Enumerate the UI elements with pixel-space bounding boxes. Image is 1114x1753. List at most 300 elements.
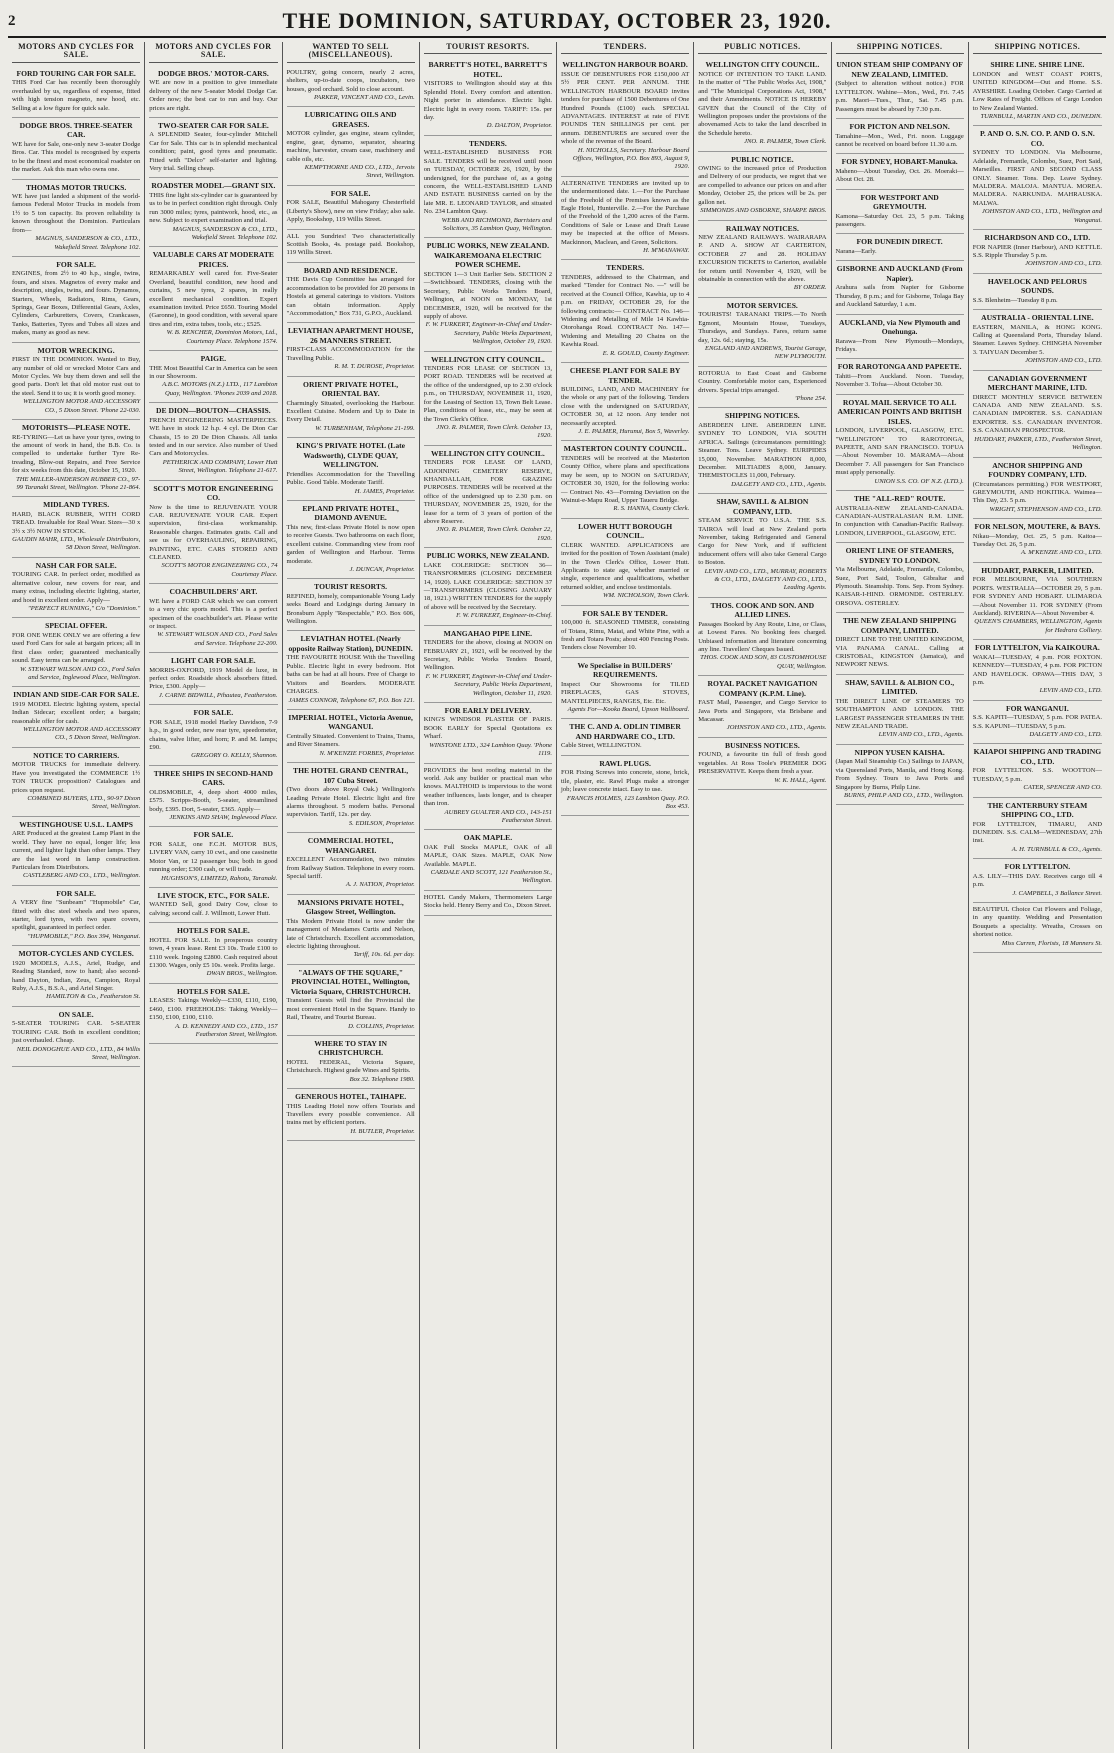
ad-body: FOR MELBOURNE, VIA SOUTHERN PORTS. WESTRALIA—OCTOBER 29, 5 p.m. FOR SYDNEY AND HOBART. ULIMAROA—About November 11. FOR SYDNEY (From Auckland). RIVERINA—About November 4. bbox=[972, 576, 1102, 617]
column-7 bbox=[832, 42, 969, 1749]
advertisement bbox=[973, 458, 1102, 520]
advertisement bbox=[973, 798, 1102, 860]
ad-signature: 'Phone 254. bbox=[795, 395, 827, 402]
advertisement bbox=[424, 548, 552, 625]
advertisement bbox=[287, 323, 415, 376]
ad-body: A.S. LILY—THIS DAY. Receives cargo till 4 p.m. bbox=[972, 872, 1102, 889]
ad-title: GISBORNE AND AUCKLAND (From Napier). bbox=[836, 264, 963, 283]
ad-body: FOR SALE, one F.C.H. MOTOR BUS, LIVERY VAN, carry 10 cwt., and one cassinette Motor Van, or 12 passenger bus; both in good running order; £300 cash, or will trade. bbox=[149, 840, 278, 874]
advertisement bbox=[973, 274, 1102, 310]
ad-body: S.S. Blenheim—Tuesday 8 p.m. bbox=[972, 296, 1058, 304]
ad-body: FOR NAPIER (Inner Harbour), AND KETTLE. S.S. Ripple Thursday 5 p.m. bbox=[972, 243, 1102, 259]
ad-body: DIRECT MONTHLY SERVICE BETWEEN CANADA AND NEW ZEALAND. S.S. CANADIAN IMPORTER. S.S. CANADIAN EXPORTER. S.S. CANADIAN INVENTOR. S.S. CANADIAN PROSPECTOR. bbox=[972, 393, 1102, 435]
ad-signature: HUGHSON'S, LIMITED, Rahotu, Taranaki. bbox=[161, 874, 278, 882]
advertisement bbox=[287, 631, 415, 709]
ad-body: EASTERN, MANILA, & HONG KONG. Calling at Queensland Ports, Thursday Island. Steamer. Leaves Sydney. CHINGHA November 3. TAIYUAN December 5. bbox=[972, 323, 1102, 356]
ad-body: THIS Ford Car has recently been thoroughly overhauled by us, regardless of expense, fitted with high tension magneto, new hood, etc. Selling at a low figure for quick sale. bbox=[12, 79, 141, 112]
advertisement bbox=[149, 705, 277, 766]
ad-title: AUCKLAND, via New Plymouth and Onehunga. bbox=[838, 317, 961, 337]
ad-body: Passages Booked by Any Route, Line, or Class, at Lowest Fares. No booking fees charged. Unbiased information and literature concerning any line. Travellers' Cheques Issued. bbox=[698, 620, 827, 654]
ad-signature: J. CARNE BIDWILL, Pihautea, Featherston. bbox=[158, 691, 278, 699]
ad-title: MANSIONS PRIVATE HOTEL, Glasgow Street, Wellington. bbox=[297, 897, 404, 917]
ad-body: WELL-ESTABLISHED BUSINESS FOR SALE. TENDERS will be received until noon on TUESDAY, OCTOBER 26, 1920, by the undersigned, for the purchase of, as a going concern, the WELL-ESTABLISHED LAND AND ESTATE BUSINESS carried on by the late MR. E. LEONARD TAYLOR, and situated No. 234 Lambton Quay. bbox=[423, 149, 552, 216]
ad-signature: JOHNSTON AND CO., LTD. bbox=[1025, 357, 1102, 365]
ad-title: ROADSTER MODEL—GRANT SIX. bbox=[151, 181, 276, 191]
advertisement bbox=[836, 190, 964, 235]
ad-body: TENDERS for the above, closing at NOON on FEBRUARY 21, 1921, will be received by the Secretary, Public Works Tenders Board, Wellington. bbox=[423, 639, 552, 672]
ad-signature: F. W. FURKERT, Engineer-in-Chief and Under-Secretary, Public Works Department, Wellington, October 11, 1920. bbox=[425, 672, 552, 697]
ad-title: MASTERTON COUNTY COUNCIL. bbox=[563, 444, 687, 454]
column-heading: WANTED TO SELL (MISCELLANEOUS). bbox=[287, 42, 415, 63]
ad-signature: ENGLAND AND ANDREWS, Tourist Garage, NEW PLYMOUTH. bbox=[704, 344, 827, 361]
ad-body: NOTICE OF INTENTION TO TAKE LAND. In the matter of "The Public Works Act, 1908," and "The Municipal Corporations Act, 1908," and their Amendments. NOTICE IS HEREBY GIVEN that the Council of the City of Wellington proposes under the provisions of the abovenamed Acts to take the land described in the Schedule hereto. bbox=[698, 70, 827, 137]
advertisement bbox=[149, 653, 277, 705]
ad-title: FOR PICTON AND NELSON. bbox=[849, 122, 950, 132]
ad-title: CHEESE PLANT FOR SALE BY TENDER. bbox=[569, 366, 681, 385]
ad-signature: NEIL DONOGHUE AND CO., LTD., 84 Willis Street, Wellington. bbox=[16, 1045, 141, 1061]
ad-signature: LEVIN AND CO., LTD., MURRAY, ROBERTS & CO., LTD., DALGETY AND CO., LTD., Leading Agents. bbox=[704, 567, 827, 592]
ad-signature: SIMMONDS AND OSBORNE, SHARPE BROS. bbox=[700, 207, 827, 215]
ad-title: FOR SYDNEY, HOBART-Manuka. bbox=[841, 157, 958, 167]
ad-body: THIS Leading Hotel now offers Tourists and Travellers every possible convenience. All trains met by efficient porters. bbox=[286, 1102, 415, 1127]
ad-signature: THE MILLER-ANDERSON RUBBER CO., 97-99 Taranaki Street, Wellington. 'Phone 21-864. bbox=[16, 475, 141, 491]
advertisement bbox=[149, 351, 277, 403]
ad-signature: "PERFECT RUNNING," C/o "Dominion." bbox=[28, 605, 141, 612]
advertisement bbox=[149, 888, 277, 923]
ad-signature: UNION S.S. CO. OF N.Z. (LTD.). bbox=[874, 477, 964, 485]
ad-title: P. AND O. S.N. CO. P. AND O. S.N. CO. bbox=[979, 129, 1095, 148]
ad-signature: DALGETY AND CO., LTD., Agents. bbox=[731, 480, 827, 488]
ad-title: GENEROUS HOTEL, TAIHAPE. bbox=[295, 1092, 407, 1102]
masthead bbox=[8, 6, 1106, 38]
ad-signature: BURNS, PHILP AND CO., LTD., Wellington. bbox=[844, 792, 964, 799]
ad-body: (Japan Mail Steamship Co.) Sailings to JAPAN, via Queensland Ports, Manila, and Hong Kong. From Sydney. Tours to Java Ports and Singapore by Burns, Philp Line. bbox=[835, 758, 964, 791]
advertisement bbox=[424, 626, 552, 703]
ad-signature: A.B.C. MOTORS (N.Z.) LTD., 117 Lambton Quay, Wellington. 'Phones 2039 and 2018. bbox=[162, 381, 278, 397]
advertisement bbox=[287, 895, 415, 965]
ad-signature: GAUDIN MAHR, LTD., Wholesale Distributors, 58 Dixon Street, Wellington. bbox=[12, 536, 141, 552]
advertisement bbox=[561, 260, 689, 363]
ad-signature: BY ORDER. bbox=[793, 284, 827, 292]
advertisement bbox=[561, 606, 689, 658]
ad-signature: PETHERICK AND COMPANY, Lower Hutt Street, Wellington. Telephone 21-617. bbox=[162, 458, 278, 475]
ad-title: THREE SHIPS IN SECOND-HAND CARS. bbox=[153, 768, 273, 788]
advertisement bbox=[149, 403, 277, 480]
advertisement bbox=[698, 598, 826, 676]
ad-signature: W. STEWART WILSON AND CO., Ford Sales and Service, Inglewood Place, Wellington. bbox=[19, 665, 141, 681]
ad-title: TWO-SEATER CAR FOR SALE. bbox=[157, 120, 269, 130]
ad-title: BARRETT'S HOTEL, BARRETT'S HOTEL. bbox=[428, 60, 548, 79]
ad-title: FOR WESTPORT AND GREYMOUTH. bbox=[860, 192, 939, 212]
ad-title: ROYAL MAIL SERVICE TO ALL AMERICAN POINTS AND BRITISH ISLES. bbox=[837, 397, 962, 426]
ad-title: SCOTT'S MOTOR ENGINEERING CO. bbox=[153, 483, 274, 503]
ad-body: FIRST-CLASS ACCOMMODATION for the Travelling Public. bbox=[286, 346, 415, 362]
ad-signature: W. B. RENCHER, Dominion Motors, Ltd., Courtenay Place. Telephone 1574. bbox=[166, 329, 278, 345]
ad-signature: FRANCIS HOLMES, 123 Lambton Quay. P.O. Box 453. bbox=[566, 794, 690, 810]
advertisement bbox=[287, 710, 415, 763]
advertisement bbox=[424, 57, 552, 135]
ad-title: UNION STEAM SHIP COMPANY OF NEW ZEALAND, LIMITED. bbox=[836, 60, 963, 79]
advertisement bbox=[12, 748, 140, 817]
ad-signature: H. NICHOLLS, Secretary. Harbour Board Offices, Wellington, P.O. Box 893, August 9, 1920. bbox=[572, 146, 690, 171]
advertisement bbox=[12, 946, 140, 1007]
advertisement bbox=[12, 618, 140, 687]
ad-signature: Miss Curren, Florists, 18 Manners St. bbox=[1001, 939, 1102, 947]
ad-body: 1919 MODEL Electric lighting system, special Indian Sidecar; excellent order; a bargain; reasonable offer for cash. bbox=[12, 700, 141, 725]
ad-title: IMPERIAL HOTEL, Victoria Avenue, WANGANUI. bbox=[288, 712, 413, 732]
advertisement bbox=[287, 230, 415, 263]
page-columns bbox=[8, 42, 1106, 1749]
advertisement bbox=[287, 438, 415, 501]
advertisement bbox=[12, 118, 140, 180]
ad-body: FOR SALE, 1918 model Harley Davidson, 7-9 h.p., in good order, new rear tyre, speedometer, chains, valve lifter, and horn; P. and M. lamps; £90. bbox=[149, 718, 278, 751]
ad-title: FOR SALE. bbox=[56, 888, 96, 898]
ad-title: FOR DUNEDIN DIRECT. bbox=[856, 237, 943, 247]
ad-signature: DWAN BROS., Wellington. bbox=[206, 970, 278, 978]
ad-title: THOMAS MOTOR TRUCKS. bbox=[25, 182, 127, 192]
advertisement bbox=[973, 126, 1102, 230]
ad-title: FOR LYTTELTON. bbox=[1004, 862, 1071, 872]
ad-signature: KEMPTHORNE AND CO., LTD., Jervois Street, Wellington. bbox=[304, 164, 415, 180]
ad-body: 1920 MODELS, A.J.S., Ariel, Rudge, and Reading Standard, now to hand; also second-hand Dayton, Indian, Zeus, Campion, Royal Ruby, A.J.S., B.S.A., and Ariel Singer. bbox=[12, 959, 141, 992]
ad-signature: WELLINGTON MOTOR AND ACCESSORY CO., 5 Dixon Street, Wellington. bbox=[23, 726, 141, 742]
ad-body: (Circumstances permitting.) FOR WESTPORT, GREYMOUTH, AND HOKITIKA. Waimea—This Day, 23. 5 p.m. bbox=[972, 480, 1102, 505]
ad-body: STEAM SERVICE TO U.S.A. THE S.S. TAIROA will load at New Zealand ports November, taking Refrigerated and General Cargo for New York, and if sufficient inducement offers will also take General Cargo to Boston. bbox=[698, 517, 827, 567]
advertisement bbox=[561, 57, 689, 176]
ad-signature: JENKINS AND SHAW, Inglewood Place. bbox=[169, 814, 278, 821]
ad-body: Charmingly Situated, overlooking the Harbour. Excellent Cuisine. Modern and Up to Date in Every Detail. bbox=[286, 399, 415, 424]
ad-signature: J. E. PALMER, Hurunui, Box 5, Waverley. bbox=[578, 428, 690, 436]
ad-signature: WELLINGTON MOTOR AND ACCESSORY CO., 5 Dixon Street. 'Phone 22-030. bbox=[23, 398, 141, 414]
ad-body: ISSUE OF DEBENTURES FOR £150,000 AT 5½ PER CENT. PER ANNUM. THE WELLINGTON HARBOUR BOARD invites tenders for purchase of 1500 Debentures of One Hundred Pounds (£100) each. SPECIAL ADVANTAGES. INTEREST at rate of FIVE POUNDS TEN SHILLINGS per cent. per annum. DEBENTURES are secured over the whole of the revenue of the Board. bbox=[561, 70, 690, 146]
ad-title: NIPPON YUSEN KAISHA. bbox=[854, 747, 945, 757]
ad-body: RE-TYRING—Let us have your tyres, owing to the amount of work in hand, the B.B. Co. is compelled to undertake further Tyre Re-treading, Blow-out Repairs, and Free Service for six weeks from this date, October 15, 1920. bbox=[12, 433, 141, 475]
ad-body: WE have a FORD CAR which we can convert to a very chic sports model. This is a perfect specimen of the coachbuilder's art. Please write or inspect. bbox=[149, 597, 278, 630]
ad-body: POULTRY, going concern, nearly 2 acres, shelters, up-to-date coops, incubators, two houses, good orchard. Sold to close account. bbox=[286, 68, 415, 93]
ad-title: ON SALE. bbox=[58, 1009, 94, 1019]
advertisement bbox=[12, 66, 140, 118]
ad-title: PUBLIC WORKS, NEW ZEALAND. WAIKAREMOANA ELECTRIC POWER SCHEME. bbox=[426, 241, 550, 270]
advertisement bbox=[12, 257, 140, 343]
advertisement bbox=[149, 984, 277, 1045]
ad-body: PROVIDES the best roofing material in the world. Ask any builder or practical man who knows. MALTHOID is impervious to the worst weather influences, lasts longer, and is cheaper than iron. bbox=[423, 766, 552, 808]
ad-title: THE HOTEL GRAND CENTRAL, 107 Cuba Street. bbox=[293, 766, 409, 785]
advertisement bbox=[698, 152, 826, 221]
ad-body: FOR Fixing Screws into concrete, stone, brick, tile, plaster, etc. Rawl Plugs make a stronger job; leave concrete intact. Easy to use. bbox=[561, 769, 690, 794]
ad-title: WELLINGTON HARBOUR BOARD. bbox=[562, 60, 688, 70]
advertisement bbox=[12, 180, 140, 257]
advertisement bbox=[149, 66, 277, 118]
ad-body: ARE Produced at the greatest Lamp Plant in the world. They have no equal, longer life; less current, and lighter light than other lamps. They are the last word in lamp construction. Particulars from Distributors. bbox=[12, 830, 141, 871]
ad-signature: GREGORY O. KELLY, Shannon. bbox=[191, 752, 278, 760]
ad-body: SECTION 1—3 Unit Earlier Sets. SECTION 2—Switchboard. TENDERS, closing with the Secretary, Public Works Tenders Board, Wellington, at NOON on MONDAY, 1st DECEMBER, 1920, will be received for the supply of above. bbox=[423, 270, 552, 320]
ad-body: FOR LYTTELTON. S.S. WOOTTON—TUESDAY, 5 p.m. bbox=[972, 767, 1102, 783]
ad-title: DE DION—BOUTON—CHASSIS. bbox=[156, 406, 271, 416]
ad-signature: R. M. T. DUROSE, Proprietor. bbox=[334, 363, 415, 371]
ad-title: MIDLAND TYRES. bbox=[43, 500, 110, 510]
ad-body: BEAUTIFUL Choice Cut Flowers and Foliage, in any quantity. Wedding and Presentation Bouquets a speciality. Wreaths, Crosses on shortest notice. bbox=[972, 906, 1102, 939]
ad-title: FORD TOURING CAR FOR SALE. bbox=[16, 68, 136, 78]
ad-title: LIVE STOCK, ETC., FOR SALE. bbox=[157, 890, 270, 900]
ad-body: FAST Mail, Passenger, and Cargo Service to Java Ports and Singapore, via Brisbane and Macassar. bbox=[698, 699, 827, 724]
advertisement bbox=[424, 238, 552, 351]
column-8 bbox=[969, 42, 1106, 1749]
ad-signature: HAMILTON & Co., Featherston St. bbox=[46, 993, 141, 1001]
ad-title: FOR SALE. bbox=[193, 708, 234, 718]
ad-title: WHERE TO STAY IN CHRISTCHURCH. bbox=[314, 1038, 387, 1058]
ad-title: SHAW, SAVILL & ALBION COMPANY, LTD. bbox=[716, 497, 809, 516]
ad-title: BUSINESS NOTICES. bbox=[725, 740, 800, 750]
advertisement bbox=[698, 494, 826, 598]
ad-signature: S. EDILSON, Proprietor. bbox=[348, 819, 415, 827]
advertisement bbox=[149, 178, 277, 247]
ad-body: Transient Guests will find the Provincial the most convenient Hotel in the Square. Handy to Rail, Theatre, and Tourist Bureau. bbox=[286, 997, 415, 1022]
ad-body: TENDERS FOR LEASE OF LAND, ADJOINING CEMETERY RESERVE, KHANDALLAH, FOR GRAZING PURPOSES. TENDERS will be received at the office of the undersigned up to 2.30 p.m. on THURSDAY, NOVEMBER 25, 1920, for the lease for a term of 3 years of portion of the above Reserve. bbox=[423, 459, 552, 526]
ad-body: WE have just landed a shipment of the world-famous Federal Motor Trucks in models from 1½ to 5 ton capacity. Its proven reliability is known throughout the Dominion. Particulars from— bbox=[12, 193, 141, 234]
advertisement bbox=[973, 859, 1102, 903]
ad-body: A VERY fine "Sunbeam" "Hupmobile" Car, fitted with disc steel wheels and two spares, starter, lord tyres, with two spare covers, spotlight, guaranteed in perfect order. bbox=[12, 899, 141, 932]
ad-body: TENDERS, addressed to the Chairman, and marked "Tender for Contract No. —" will be received at the Council Office, Kawhia, up to 4 p.m. on FRIDAY, OCTOBER 29, for the following contracts:— CONTRACT No. 146—Widening and Metalling of Mile 14 Kawhia-Otorohanga Road. CONTRACT No. 147—Widening and Metalling 20 Chains on the Kawhia Road. bbox=[561, 273, 690, 349]
ad-title: LEVIATHAN HOTEL (Nearly opposite Railway Station), DUNEDIN. bbox=[288, 634, 413, 653]
advertisement bbox=[287, 763, 415, 833]
advertisement bbox=[836, 613, 964, 675]
ad-title: DODGE BROS. THREE-SEATER CAR. bbox=[19, 120, 133, 140]
advertisement bbox=[698, 298, 826, 367]
advertisement bbox=[12, 343, 140, 420]
ad-body: REMARKABLY well cared for. Five-Seater Overland, beautiful condition, new hood and curtains, 5 new tyres, 2 spares, in really excellent mechanical condition. Expert examination invited. Price £650. Touring Model (Garonne), in good condition, with several spare tires and rim, extra tubes, tools, etc.; £525. bbox=[149, 270, 278, 328]
ad-signature: N. M'KENZIE FORBES, Proprietor. bbox=[319, 749, 415, 757]
advertisement bbox=[836, 359, 964, 394]
ad-signature: Tariff, 10s. 6d. per day. bbox=[353, 951, 415, 959]
advertisement bbox=[836, 745, 964, 806]
advertisement bbox=[836, 234, 964, 261]
ad-body: Kamona—Saturday Oct. 23, 5 p.m. Taking passengers. bbox=[835, 212, 964, 229]
ad-title: DODGE BROS.' MOTOR-CARS. bbox=[157, 68, 269, 78]
advertisement bbox=[836, 543, 964, 613]
column-heading: SHIPPING NOTICES. bbox=[973, 42, 1102, 54]
ad-body: Via Melbourne, Adelaide, Fremantle, Colombo, Suez, Port Said, Toulon, Gibraltar and Plymouth. Steamship. Tons. Sep. From Sydney. KAISAR-I-HIND. ORMONDE. OSTERLEY. ORSOVA. OSTERLEY. bbox=[835, 566, 964, 607]
advertisement bbox=[836, 491, 964, 543]
ad-signature: LEVIN AND CO., LTD., Agents. bbox=[878, 731, 964, 739]
advertisement bbox=[973, 640, 1102, 701]
ad-body: S.S. KAPITI—TUESDAY, 5 p.m. FOR PATEA. S.S. KAPUNI—TUESDAY, 5 p.m. bbox=[972, 714, 1102, 730]
ad-signature: JOHNSTON AND CO., LTD., Wellington and Wanganui. bbox=[981, 208, 1102, 224]
advertisement bbox=[12, 1007, 140, 1068]
advertisement bbox=[287, 186, 415, 230]
ad-signature: JAMES CONNOR, Telephone 67, P.O. Box 121. bbox=[288, 696, 415, 704]
ad-signature: W. STEWART WILSON AND CO., Ford Sales and Service. Telephone 22-200. bbox=[157, 631, 278, 647]
ad-title: THE C. AND A. ODLIN TIMBER AND HARDWARE CO., LTD. bbox=[569, 722, 681, 741]
ad-title: FOR EARLY DELIVERY. bbox=[444, 705, 532, 715]
advertisement bbox=[973, 744, 1102, 797]
ad-body: FIRST IN THE DOMINION. Wanted to Buy, any number of old or wrecked Motor Cars and Motor Cycles. We buy them down and sell the good parts. Don't let that old motor rust out to the steel. Send it to us; it is worth good money. bbox=[12, 356, 141, 397]
advertisement bbox=[12, 420, 140, 497]
column-heading: TOURIST RESORTS. bbox=[424, 42, 552, 54]
advertisement bbox=[698, 367, 826, 409]
ad-body: LEASES: Takings Weekly—£330, £110, £190, £460, £100. FREEHOLDS: Taking Weekly—£150, £100, £100, £110. bbox=[149, 997, 278, 1022]
ad-signature: H. JAMES, Proprietor. bbox=[354, 487, 415, 495]
ad-title: THE "ALL-RED" ROUTE. bbox=[853, 494, 946, 504]
ad-signature: WEBB AND RICHMOND, Barristers and Solicitors, 35 Lambton Quay, Wellington. bbox=[441, 216, 552, 232]
advertisement bbox=[149, 923, 277, 984]
ad-body: Tamahine—Mon., Wed., Fri. noon. Luggage cannot be received on board before 11.30 a.m. bbox=[835, 132, 964, 148]
ad-title: LUBRICATING OILS AND GREASES. bbox=[304, 110, 397, 129]
advertisement bbox=[561, 658, 689, 720]
ad-signature: TURNBULL, MARTIN AND CO., DUNEDIN. bbox=[980, 112, 1102, 120]
advertisement bbox=[698, 408, 826, 494]
ad-title: RAILWAY NOTICES. bbox=[725, 223, 799, 233]
advertisement bbox=[287, 377, 415, 439]
ad-title: WELLINGTON CITY COUNCIL. bbox=[431, 354, 545, 364]
ad-signature: WM. NICHOLSON, Town Clerk. bbox=[603, 592, 690, 600]
ad-title: ORIENT LINE OF STEAMERS, SYDNEY TO LONDON. bbox=[845, 546, 954, 565]
advertisement bbox=[287, 1089, 415, 1141]
advertisement bbox=[973, 310, 1102, 371]
ad-title: VALUABLE CARS AT MODERATE PRICES. bbox=[152, 250, 274, 269]
ad-body: OWING to the increased price of Production and Delivery of our products, we regret that we are compelled to advance our prices on and after Monday, October 25, the prices will be 2s. per gallon net. bbox=[698, 165, 827, 206]
ad-signature: W. TURBENHAM, Telephone 21-199. bbox=[315, 424, 415, 432]
ad-title: "ALWAYS OF THE SQUARE," PROVINCIAL HOTEL, Wellington, Victoria Square, CHRISTCHURCH. bbox=[290, 967, 411, 996]
ad-title: SHIRE LINE. SHIRE LINE. bbox=[990, 60, 1085, 70]
column-4 bbox=[420, 42, 557, 1749]
ad-body: ALTERNATIVE TENDERS are invited up to the undermentioned date. 1.—For the Purchase of the Freehold of the Premises known as the Eagle Hotel, Hunterville. 2.—For the Purchase of the Freehold of the 1,200 acres of the Farm. Conditions of Sale or Lease and Draft Lease may be inspected at the office of Messrs. Mackinnon, Maclean, and Green, Solicitors. bbox=[561, 179, 690, 246]
advertisement bbox=[698, 676, 826, 738]
ad-signature: A. M'KENZIE AND CO., LTD. bbox=[1020, 549, 1102, 557]
ad-signature: R. S. HANNA, County Clerk. bbox=[613, 505, 690, 513]
advertisement bbox=[149, 118, 277, 179]
ad-title: HOTELS FOR SALE. bbox=[176, 986, 250, 996]
ad-title: FOR LYTTELTON, Via KAIKOURA. bbox=[974, 643, 1100, 653]
ad-title: AUSTRALIA - ORIENTAL LINE. bbox=[981, 313, 1094, 323]
ad-title: FOR SALE. bbox=[330, 188, 371, 198]
ad-body: FOR ONE WEEK ONLY we are offering a few used Ford Cars for sale at bargain prices; all in first class order; guaranteed mechanically sound. Easy terms can be arranged. bbox=[12, 631, 141, 665]
ad-body: EXCELLENT Accommodation, two minutes from Railway Station. Telephone in every room. Special tariff. bbox=[286, 856, 415, 880]
ad-signature: F. W. FURKERT, Engineer-in-Chief. bbox=[456, 612, 552, 620]
advertisement bbox=[287, 263, 415, 324]
ad-body: TENDERS FOR LEASE OF SECTION 13, PORT ROAD. TENDERS will be received at the office of the undersigned, up to 2.30 o'clock p.m., on THURSDAY, NOVEMBER 11, 1920, for the Leasing of Section 13, Town Belt Lease. Plan, conditions of lease, etc., may be seen at the Town Clerk's Office. bbox=[423, 365, 552, 423]
ad-title: FOR NELSON, MOUTERE, & BAYS. bbox=[974, 522, 1101, 532]
advertisement bbox=[836, 675, 964, 745]
ad-body: Now is the time to REJUVENATE YOUR CAR. REJUVENATE YOUR CAR. Expert supervision, first-class workmanship. Reasonable charges. Estimates gratis. Call and see us for OVERHAULING, REPAIRING, PAINTING, ETC. CARS STORED AND CLEANED. bbox=[149, 503, 278, 561]
page-number: 2 bbox=[8, 12, 16, 29]
ad-title: RICHARDSON AND CO., LTD. bbox=[984, 233, 1091, 242]
ad-title: WELLINGTON CITY COUNCIL. bbox=[705, 60, 820, 70]
advertisement bbox=[973, 230, 1102, 274]
ad-title: NOTICE TO CARRIERS. bbox=[33, 750, 120, 760]
ad-body: HOTEL FEDERAL, Victoria Square, Christchurch. Highest grade Wines and Spirits. bbox=[286, 1058, 415, 1075]
ad-signature: J. CAMPBELL, 3 Ballance Street. bbox=[1012, 889, 1102, 897]
ad-body: BUILDING, LAND, AND MACHINERY for the whole or any part of the following. Tenders close with the undersigned on SATURDAY, OCTOBER 30, at 12 noon. Any tender not necessarily accepted. bbox=[561, 386, 690, 427]
ad-body: ENGINES, from 2½ to 40 h.p., single, twins, fours, and sixes. Magnetos of every make and description, singles, twins, and fours. Dynamos, Starters, Wheels, Radiators, Rims, Gears, Springs, Gear Boxes, Differential Gears, Axles, Cylinders, Carburetters, Covers, Crankcases, Tanks, Batteries, Tyres and Tubes all sizes and makes, many as good as new. bbox=[12, 270, 141, 337]
advertisement bbox=[424, 352, 552, 446]
ad-body: Maheno—About Tuesday, Oct. 26. Moeraki—About Oct. 28. bbox=[835, 167, 964, 184]
ad-body: THIS fine light six-cylinder car is guaranteed by us to be in perfect condition right through. Only run 3000 miles; tyres, paintwork, hood, etc., as new. Subject to expert examination and trial. bbox=[149, 191, 278, 225]
ad-title: PUBLIC NOTICE. bbox=[731, 154, 794, 164]
ad-body: LONDON and WEST COAST PORTS, UNITED KINGDOM—Out and Home. S.S. AYRSHIRE. Loading October. Cargo Carried at Low Rates of Freight. Offices of Cargo London to New Zealand Wanted. bbox=[972, 70, 1102, 112]
ad-title: THE NEW ZEALAND SHIPPING COMPANY, LIMITED. bbox=[842, 616, 957, 635]
ad-body: SYDNEY TO LONDON. Via Melbourne, Adelaide, Fremantle, Colombo, Suez, Port Said, Marseilles. FIRST AND SECOND CLASS ONLY. Steamer. Tons. Dep. Leave Sydney. MALDERA. MALOJA. MANTUA. MOREA. MALDERA. NARKUNDA. MAHRAUSKA. MALWA. bbox=[972, 149, 1102, 207]
ad-title: FOR RAROTONGA AND PAPEETE. bbox=[837, 362, 962, 372]
ad-body: (Two doors above Royal Oak.) Wellington's Leading Private Hotel. Electric light and fire alarms throughout. 5 modern baths. Personal supervision. Tariff, 12s. per day. bbox=[286, 786, 415, 819]
advertisement bbox=[973, 701, 1102, 745]
advertisement bbox=[836, 119, 964, 154]
ad-title: RAWL PLUGS. bbox=[599, 758, 651, 768]
ad-body: Nikau—Monday, Oct. 25, 5 p.m. Kaitoa—Tuesday Oct. 26, 5 p.m. bbox=[972, 532, 1102, 549]
ad-body: THE FAVOURITE HOUSE With the Travelling Public. Electric light in every bedroom. Hot baths can be had at all hours. Free of Charge to Visitors and Boarders. MODERATE CHARGES. bbox=[286, 654, 415, 696]
ad-body: TOURISTS! TARANAKI TRIPS.—To North Egmont, Mountain House, Tuesdays, Thursdays, and Sundays. Fares, return same day, 12s. 6d.; staying, 15s. bbox=[698, 311, 827, 344]
ad-body: WAKAI—TUESDAY, 4 p.m. FOR FOXTON. KENNEDY—TUESDAY, 4 p.m. FOR PICTON AND HAVELOCK. OPAWA—THIS DAY, 3 p.m. bbox=[972, 653, 1102, 686]
ad-body: WE are now in a position to give immediate delivery of the new 5-seater Model Dodge Car. Order now; the best car to run and buy. Our prices are right. bbox=[149, 79, 278, 112]
ad-signature: "HUPMOBILE," P.O. Box 394, Wanganui. bbox=[27, 932, 141, 940]
ad-body: HARD, BLACK RUBBER, WITH CORD TREAD. Invaluable for Real Wear. Sizes—30 x 3½ x 3½ NOW IN STOCK. bbox=[12, 510, 141, 535]
ad-title: HAVELOCK AND PELORUS SOUNDS. bbox=[987, 276, 1087, 296]
ad-signature: Agents For—Kooka Board, Upson Wallboard. bbox=[567, 705, 690, 713]
column-heading: TENDERS. bbox=[561, 42, 689, 54]
column-5 bbox=[557, 42, 694, 1749]
ad-body: ABERDEEN LINE. ABERDEEN LINE. SYDNEY TO LONDON, VIA SOUTH AFRICA. Sailings (circumstances permitting): Steamer. Tons. Leave Sydney. EURIPIDES 15,000, November. MARATHON 8,000, December. MILTIADES 8,000, January. THEMISTOCLES 11,000, February. bbox=[698, 421, 827, 480]
advertisement bbox=[561, 441, 689, 518]
ad-title: PUBLIC WORKS, NEW ZEALAND. bbox=[426, 551, 550, 561]
ad-body: HOTEL FOR SALE. In prosperous country town, 4 years lease. Rent £3 10s. Trade £100 to £110 week. Ingoing £2800. Cash required about £1300. Wages, only £5 10s. week. Profits large. bbox=[149, 936, 278, 969]
ad-signature: COMBINED BUYERS, LTD., 90-97 Dixon Street, Wellington. bbox=[27, 795, 141, 811]
ad-signature: A. D. KENNEDY AND CO., LTD., 157 Featherston Street, Wellington. bbox=[175, 1022, 278, 1038]
ad-body: WE have for Sale, one-only new 3-seater Dodge Bros. Car. This model is recognised by experts to be the finest and most economical roadster on the market. Ask this man who owns one. bbox=[12, 140, 141, 174]
ad-body: MOTOR TRUCKS for immediate delivery. Have you investigated the COMMERCE 1½ TON TRUCK proposition? Catalogues and prices upon request. bbox=[12, 761, 141, 794]
ad-title: CANADIAN GOVERNMENT MERCHANT MARINE, LTD. bbox=[987, 373, 1088, 393]
ad-title: TENDERS. bbox=[468, 138, 507, 148]
ad-title: ORIENT PRIVATE HOTEL, ORIENTAL BAY. bbox=[303, 379, 399, 399]
ad-body: LAKE COLERIDGE: SECTION 36—TRANSFORMERS (CLOSING DECEMBER 14, 1920). LAKE COLERIDGE: SECTION 37—TRANSFORMERS (CLOSING JANUARY 18, 1921.) WRITTEN TENDERS for the supply of above will be received by the Secretary. bbox=[423, 561, 552, 611]
advertisement bbox=[149, 584, 277, 653]
advertisement bbox=[424, 136, 552, 239]
ad-signature: J. DUNCAN, Proprietor. bbox=[349, 565, 415, 573]
ad-title: LIGHT CAR FOR SALE. bbox=[171, 656, 256, 666]
ad-signature: MAGNUS, SANDERSON & CO., LTD., Wakefield Street. Telephone 102. bbox=[172, 225, 278, 241]
newspaper-title: THE DOMINION, SATURDAY, OCTOBER 23, 1920. bbox=[282, 8, 832, 33]
advertisement bbox=[698, 738, 826, 790]
ad-body: HOTEL Candy Makers, Thermometers Large Stocks held. Henry Berry and Co., Dixon Street. bbox=[423, 893, 552, 910]
ad-body: KING'S WINDSOR PLASTER OF PARIS. BOOK EARLY for Special Quotations ex Wharf. bbox=[423, 716, 552, 741]
ad-body: TOURING CAR. In perfect order, modified as alternative colour, new covers for rear, and many extras, including electric lighting, starter, and hood in excellent order. Apply— bbox=[12, 571, 141, 604]
ad-signature: F. W. FURKERT, Engineer-in-Chief and Under-Secretary, Public Works Department, Wellington, October 19, 1920. bbox=[425, 321, 552, 346]
ad-signature: CASTLEBERG AND CO., LTD., Wellington. bbox=[22, 872, 141, 880]
ad-signature: A. J. NATION, Proprietor. bbox=[345, 881, 415, 889]
advertisement bbox=[12, 558, 140, 619]
column-heading: MOTORS AND CYCLES FOR SALE. bbox=[12, 42, 140, 63]
ad-body: 5-SEATER TOURING CAR. 5-SEATER TOURING CAR. Both in excellent condition; just overhauled. Cheap. bbox=[12, 1020, 141, 1045]
advertisement bbox=[12, 497, 140, 558]
ad-body: This Modern Private Hotel is now under the management of Mesdames Curtis and Nelson, late of Christchurch. Excellent accommodation, electric lighting throughout. bbox=[286, 917, 415, 950]
ad-body: ROTORUA to East Coast and Gisborne Country. Comfortable motor cars, Experienced drivers. Special trips arranged. bbox=[698, 369, 827, 394]
advertisement bbox=[149, 827, 277, 888]
advertisement bbox=[287, 107, 415, 185]
ad-body: Rarawa—From New Plymouth—Mondays, Fridays. bbox=[835, 337, 964, 353]
ad-title: ROYAL PACKET NAVIGATION COMPANY (K.P.M. Line). bbox=[707, 679, 818, 698]
advertisement bbox=[424, 830, 552, 891]
ad-body: OAK Full Stocks MAPLE, OAK of all MAPLE, OAK Sizes. MAPLE, OAK Now Available. MAPLE. bbox=[423, 843, 552, 868]
ad-signature: D. DALTON, Proprietor. bbox=[486, 122, 552, 130]
ad-body: FOR LYTTELTON, TIMARU, AND DUNEDIN. S.S. CALM—WEDNESDAY, 27th inst. bbox=[972, 820, 1102, 845]
advertisement bbox=[12, 687, 140, 748]
ad-body: AUSTRALIA-NEW ZEALAND-CANADA. CANADIAN-AUSTRALASIAN R.M. LINE. In conjunction with Canadian-Pacific Railway. LONDON, LIVERPOOL, GLASGOW, ETC. bbox=[835, 504, 964, 537]
ad-title: FOR WANGANUI. bbox=[1006, 703, 1069, 713]
ad-signature: CATER, SPENCER AND CO. bbox=[1023, 784, 1102, 792]
column-1 bbox=[8, 42, 145, 1749]
ad-body: THE Most Beautiful Car in America can be seen in our Showroom. bbox=[149, 364, 278, 380]
ad-signature: QUEEN'S CHAMBERS, WELLINGTON, Agents for Hedrara Colliery. bbox=[974, 618, 1102, 634]
advertisement bbox=[836, 154, 964, 189]
advertisement bbox=[698, 221, 826, 298]
